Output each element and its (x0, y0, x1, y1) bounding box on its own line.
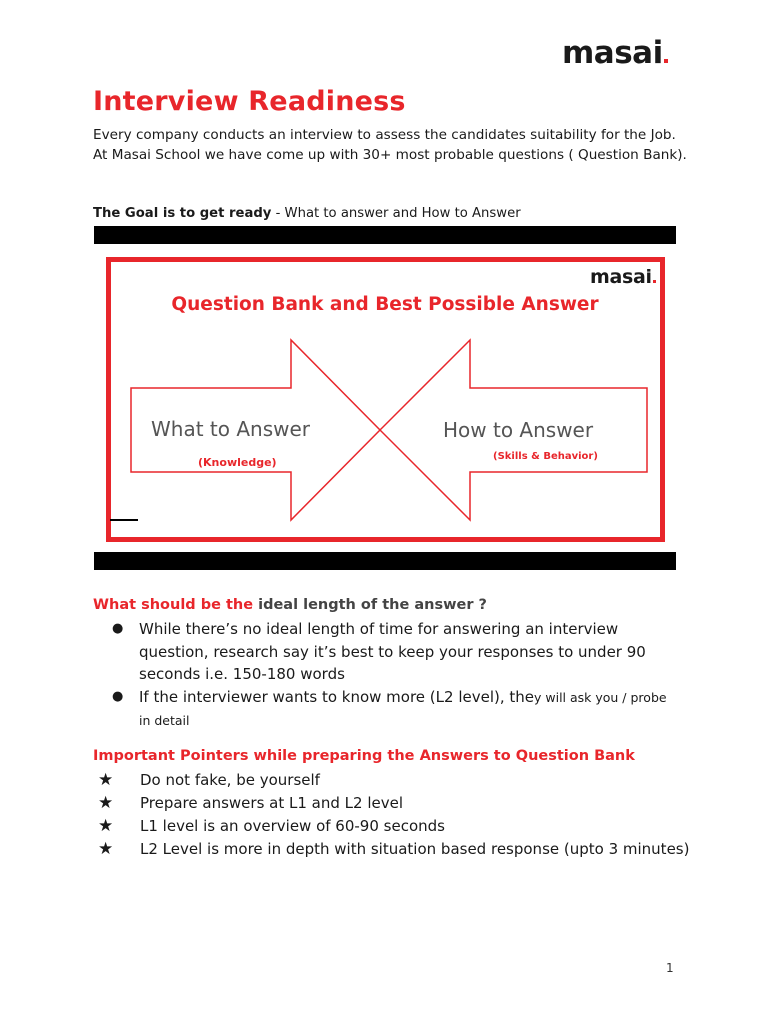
slide-heading: Question Bank and Best Possible Answer (171, 294, 599, 315)
bullet-text-small: y will ask you / probe in detail (139, 689, 667, 728)
goal-rest: - What to answer and How to Answer (271, 206, 521, 221)
ideal-length-list (112, 618, 672, 733)
masai-logo (562, 35, 668, 71)
goal-bold: The Goal is to get ready (93, 206, 272, 221)
pointer-text: L2 Level is more in depth with situation based response (upto 3 minutes) (140, 840, 690, 858)
crossing-arrows-diagram (94, 226, 676, 570)
page-number: 1 (666, 961, 674, 975)
logo-text: masai (562, 35, 663, 71)
skills-behavior-label: (Skills & Behavior) (493, 451, 598, 462)
pointer-text: L1 level is an overview of 60-90 seconds (140, 817, 445, 835)
star-icon: ★ (98, 770, 114, 790)
slide-logo-dot-icon (653, 280, 656, 283)
pointers-heading: Important Pointers while preparing the Answers to Question Bank (93, 748, 635, 764)
bullet-icon: ● (112, 688, 124, 704)
ideal-length-heading-dark: ideal length of the answer ? (253, 597, 487, 613)
bullet-text: While there’s no ideal length of time for answering an interview question, research say it’s best to keep your responses to under 90 seconds i.e. 150-180 words (139, 620, 646, 683)
knowledge-label: (Knowledge) (198, 456, 277, 469)
logo-dot-icon (664, 59, 668, 63)
list-item (98, 838, 698, 861)
pointers-list (98, 769, 698, 861)
goal-line (93, 204, 521, 224)
list-item (112, 686, 672, 733)
star-icon: ★ (98, 793, 114, 813)
list-item (98, 815, 698, 838)
list-item (112, 618, 672, 686)
how-to-answer-label: How to Answer (443, 418, 594, 442)
question-bank-slide-image (94, 226, 676, 570)
slide-logo (590, 266, 656, 288)
intro-paragraph: Every company conducts an interview to assess the candidates suitability for the Job. At Masai School we have come up with 30+ most probable questions ( Question Bank). (93, 127, 687, 163)
page-title: Interview Readiness (93, 86, 406, 117)
what-to-answer-label: What to Answer (151, 417, 311, 441)
list-item (98, 792, 698, 815)
pointer-text: Prepare answers at L1 and L2 level (140, 794, 403, 812)
ideal-length-heading-red: What should be the (93, 597, 254, 613)
star-icon: ★ (98, 816, 114, 836)
slide-logo-text: masai (590, 266, 652, 288)
bullet-icon: ● (112, 621, 124, 636)
bullet-text-main: If the interviewer wants to know more (L2 level), the (139, 687, 534, 706)
list-item (98, 769, 698, 792)
ideal-length-heading (93, 597, 487, 613)
pointer-text: Do not fake, be yourself (140, 771, 320, 789)
star-icon: ★ (98, 839, 114, 859)
